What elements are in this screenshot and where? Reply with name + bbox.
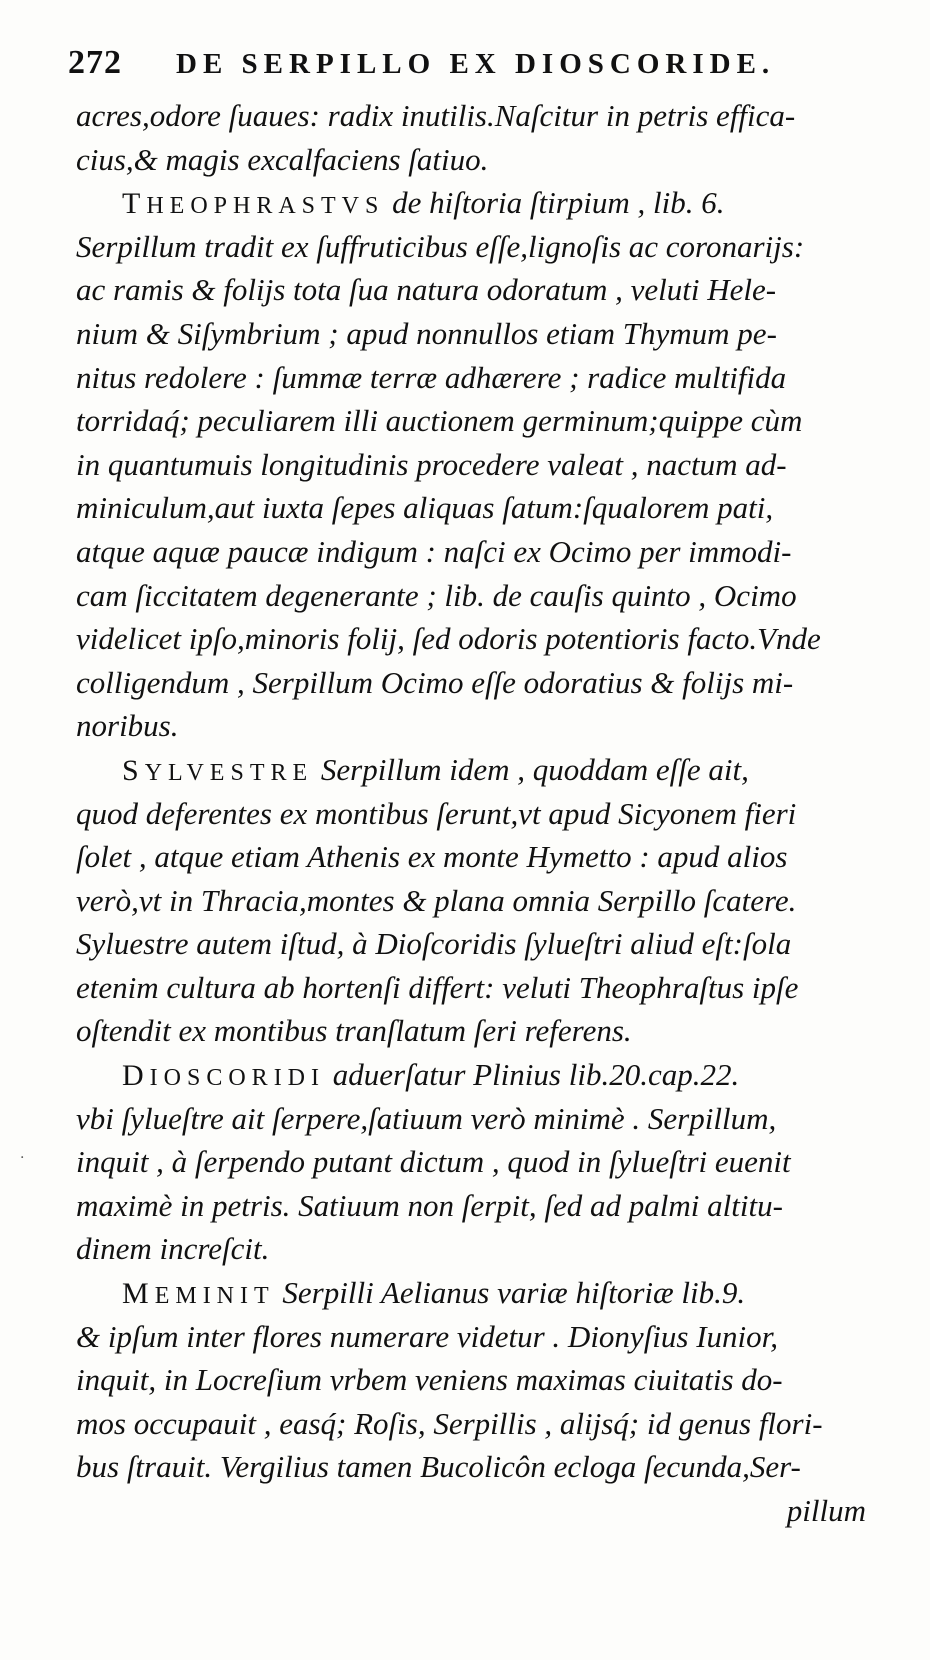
text-line: noribus. xyxy=(76,708,179,744)
text-line: inquit , à ſerpendo putant dictum , quod in ſylueſtri euenit xyxy=(76,1144,791,1180)
text-line: maximè in petris. Satiuum non ſerpit, ſed ad palmi altitu- xyxy=(76,1187,783,1223)
text-line: ſolet , atque etiam Athenis ex monte Hymetto : apud alios xyxy=(76,839,788,875)
text-line: in quantumuis longitudinis procedere valeat , nactum ad- xyxy=(76,446,787,482)
margin-speck: · xyxy=(20,1150,25,1166)
paragraph-initial: T xyxy=(122,187,147,221)
small-caps-word: YLVESTRE xyxy=(144,759,314,786)
paragraph-initial: D xyxy=(122,1059,150,1093)
text-line: oſtendit ex montibus tranſlatum ſeri referens. xyxy=(76,1013,632,1049)
text-line xyxy=(76,181,876,225)
page-header xyxy=(68,44,868,90)
line-text: aduerſatur Plinius lib.20.cap.22. xyxy=(325,1057,740,1093)
text-line: vbi ſylueſtre ait ſerpere,ſatiuum verò minimè . Serpillum, xyxy=(76,1100,777,1136)
text-line xyxy=(76,1271,876,1315)
line-text: de hiſtoria ſtirpium , lib. 6. xyxy=(384,185,725,221)
text-line: cius,& magis excalfaciens ſatiuo. xyxy=(76,141,489,177)
text-line: verò,vt in Thracia,montes & plana omnia Serpillo ſcatere. xyxy=(76,882,797,918)
text-line: miniculum,aut iuxta ſepes aliquas ſatum:ſqualorem pati, xyxy=(76,490,774,526)
text-line: ac ramis & folijs tota ſua natura odoratum , veluti Hele- xyxy=(76,272,777,308)
text-line: dinem increſcit. xyxy=(76,1231,270,1267)
text-line: nium & Siſymbrium ; apud nonnullos etiam Thymum pe- xyxy=(76,315,777,351)
paragraph-initial: M xyxy=(122,1277,155,1311)
text-line: videlicet ipſo,minoris folij, ſed odoris potentioris facto.Vnde xyxy=(76,621,821,657)
text-line: atque aquæ paucæ indigum : naſci ex Ocimo per immodi- xyxy=(76,533,792,569)
text-line: nitus redolere : ſummæ terræ adhærere ; radice multifida xyxy=(76,359,787,395)
line-text: Serpillum idem , quoddam eſſe ait, xyxy=(313,751,749,787)
small-caps-word: EMINIT xyxy=(154,1283,275,1310)
small-caps-word: HEOPHRASTVS xyxy=(146,193,385,220)
text-line xyxy=(76,748,876,792)
text-line: colligendum , Serpillum Ocimo eſſe odoratius & folijs mi- xyxy=(76,664,794,700)
text-line: torridaq́; peculiarem illi auctionem germinum;quippe cùm xyxy=(76,403,803,439)
running-head: DE SERPILLO EX DIOSCORIDE. xyxy=(176,48,776,80)
catchword: pillum xyxy=(786,1493,866,1528)
text-line xyxy=(76,1053,876,1097)
small-caps-word: IOSCORIDI xyxy=(149,1065,326,1092)
text-line: inquit, in Locreſium vrbem veniens maximas ciuitatis do- xyxy=(76,1362,783,1398)
text-line: mos occupauit , easq́; Roſis, Serpillis , alijsq́; id genus flori- xyxy=(76,1405,823,1441)
text-line: quod deferentes ex montibus ſerunt,vt apud Sicyonem fieri xyxy=(76,795,797,831)
text-line: bus ſtrauit. Vergilius tamen Bucolicôn ecloga ſecunda,Ser- xyxy=(76,1449,801,1485)
line-text: Serpilli Aelianus variæ hiſtoriæ lib.9. xyxy=(274,1275,746,1311)
text-line: Syluestre autem iſtud, à Dioſcoridis ſylueſtri aliud eſt:ſola xyxy=(76,926,792,962)
text-line: & ipſum inter flores numerare videtur . Dionyſius Iunior, xyxy=(76,1318,779,1354)
paragraph-initial: S xyxy=(122,753,145,787)
text-line: Serpillum tradit ex ſuffruticibus eſſe,lignoſis ac coronarijs: xyxy=(76,228,805,264)
text-line: cam ſiccitatem degenerante ; lib. de cauſis quinto , Ocimo xyxy=(76,577,797,613)
body-text xyxy=(76,94,876,1533)
text-line: acres,odore ſuaues: radix inutilis.Naſcitur in petris effica- xyxy=(76,98,796,133)
page-number: 272 xyxy=(68,44,122,81)
text-line: etenim cultura ab hortenſi differt: veluti Theophraſtus ipſe xyxy=(76,969,799,1005)
